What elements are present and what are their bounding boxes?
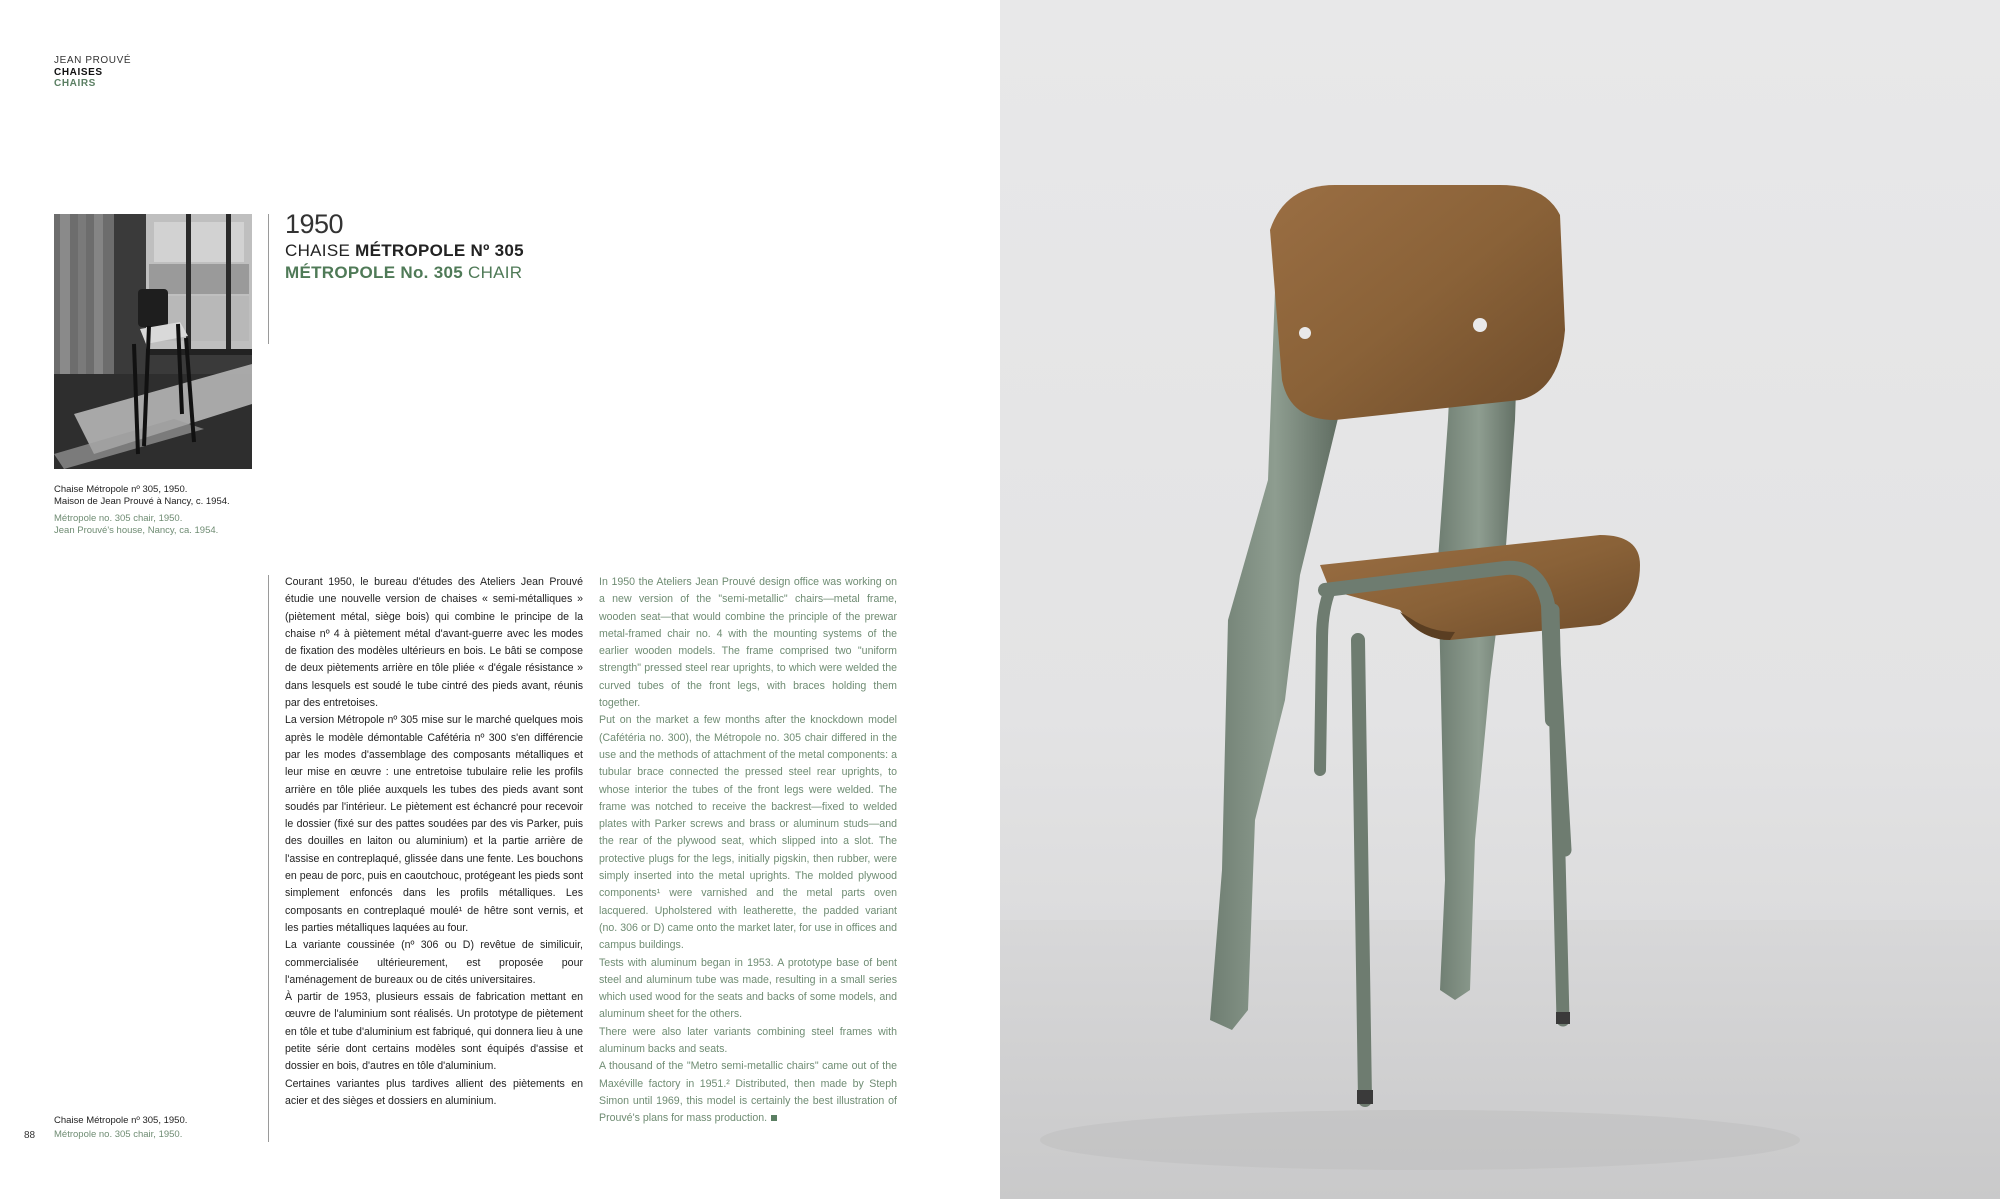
paragraph-en [599, 1058, 897, 1127]
paragraph-fr: À partir de 1953, plusieurs essais de fabrication mettant en œuvre de l'aluminium sont réalisés. Un prototype de piètement en tôle et tube d'aluminium est fabriqué, qui donnera lieu à une petite série dont certains modèles sont équipés d'assise et dossier en bois, d'autres en tôle d'aluminium. [285, 991, 583, 1073]
paragraph-en: In 1950 the Ateliers Jean Prouvé design office was working on a new version of the "semi-metallic" chairs—metal frame, wooden seat—that would combine the principle of the prewar metal-framed chair no. 4 with the mounting systems of the earlier wooden models. The frame comprised two "uniform strength" pressed steel rear uprights, to which were welded the curved tubes of the front legs, with braces holding them together. [599, 576, 897, 710]
caption-top-fr-line2: Maison de Jean Prouvé à Nancy, c. 1954. [54, 496, 230, 507]
year: 1950 [285, 209, 344, 239]
body-text-fr [285, 574, 583, 1110]
caption-top-en-line1: Métropole no. 305 chair, 1950. [54, 513, 183, 524]
vertical-rule-bottom [268, 575, 269, 1142]
archival-photo-thumbnail [54, 214, 252, 469]
caption-top-en-line2: Jean Prouvé's house, Nancy, ca. 1954. [54, 525, 219, 536]
paragraph-en-text: A thousand of the "Metro semi-metallic chairs" came out of the Maxéville factory in 1951.² Distributed, then made by Steph Simon until 1969, this model is certainly the best illustration of Prouvé's plans for mass production. [599, 1060, 897, 1125]
metropole-chair-image [1000, 0, 2000, 1199]
body-text-en [599, 574, 897, 1128]
paragraph-fr: La variante coussinée (nº 306 ou D) revêtue de similicuir, commercialisée ultérieurement, est proposée pour l'aménagement de bureaux ou de cités universitaires. [285, 939, 583, 986]
page-number: 88 [24, 1130, 36, 1141]
paragraph-fr: La version Métropole nº 305 mise sur le marché quelques mois après le modèle démontable Cafétéria nº 300 s'en différencie par les modes d'assemblage des composants métalliques et leur mise en œuvre : une entretoise tubulaire relie les profils arrière en tôle pliée auxquels les tubes des pieds avant sont soudés par l'intérieur. Le piètement est échancré pour recevoir le dossier (fixé sur des pattes soudées par des vis Parker, puis des douilles en laiton ou aluminium) et la partie arrière de l'assise en contreplaqué, glissée dans une fente. Les bouchons en peau de porc, puis en caoutchouc, protégeant les pieds sont simplement enfoncés dans les profils métalliques. Les composants en contreplaqué moulé¹ de hêtre sont vernis, et les parties métalliques laquées au four. [285, 714, 584, 934]
title-en-suffix: CHAIR [462, 263, 523, 282]
title-fr-bold: MÉTROPOLE Nº 305 [355, 241, 524, 260]
caption-bottom-en: Métropole no. 305 chair, 1950. [54, 1129, 183, 1140]
paragraph-en: Put on the market a few months after the knockdown model (Cafétéria no. 300), the Métropole no. 305 chair differed in the use and the methods of attachment of the metal components: a tubular brace connected the pressed steel rear uprights, to whose interior the tubes of the front legs were welded. The frame was notched to receive the backrest—fixed to welded plates with Parker screws and brass or aluminum studs—and the rear of the plywood seat, which slipped into a slot. The protective plugs for the legs, initially pigskin, then rubber, were simply inserted into the metal uprights. The molded plywood components¹ were varnished and the metal parts oven lacquered. Upholstered with leatherette, the padded variant (no. 306 or D) came onto the market later, for use in offices and campus buildings. [599, 714, 897, 952]
title-block [285, 209, 524, 284]
running-head-section-en: CHAIRS [54, 78, 96, 89]
paragraph-fr: Courant 1950, le bureau d'études des Ateliers Jean Prouvé étudie une nouvelle version de chaises « semi-métalliques » (piètement métal, siège bois) qui combine le principe de la chaise nº 4 à piètement métal d'avant-guerre avec les modes de fixation des modèles ultérieurs en bois. Le bâti se compose de deux piètements arrière en tôle pliée « d'égale résistance » dans lesquels est soudé le tube cintré des pieds avant, réunis par des entretoises. [285, 576, 583, 710]
paragraph-fr: Certaines variantes plus tardives allient des piètements en acier et des sièges et dossiers en aluminium. [285, 1077, 583, 1107]
caption-bottom [54, 1114, 187, 1142]
caption-bottom-fr: Chaise Métropole nº 305, 1950. [54, 1115, 188, 1126]
running-head-author: JEAN PROUVÉ [54, 55, 132, 66]
title-fr [285, 240, 524, 262]
running-head [54, 55, 131, 90]
caption-top [54, 484, 254, 537]
paragraph-en: There were also later variants combining steel frames with aluminum backs and seats. [599, 1025, 897, 1056]
running-head-section-fr: CHAISES [54, 66, 103, 78]
vertical-rule-top [268, 214, 269, 344]
title-en [285, 262, 524, 284]
end-mark-icon [771, 1115, 777, 1121]
paragraph-en: Tests with aluminum began in 1953. A prototype base of bent steel and aluminum tube was made, resulting in a small series which used wood for the seats and backs of some models, and aluminum sheet for the others. [599, 956, 897, 1021]
caption-top-fr-line1: Chaise Métropole nº 305, 1950. [54, 484, 188, 495]
title-fr-prefix: CHAISE [285, 241, 356, 260]
title-en-bold: MÉTROPOLE No. 305 [285, 263, 463, 282]
chair-photograph [1000, 0, 2000, 1199]
archival-photo [54, 214, 252, 469]
